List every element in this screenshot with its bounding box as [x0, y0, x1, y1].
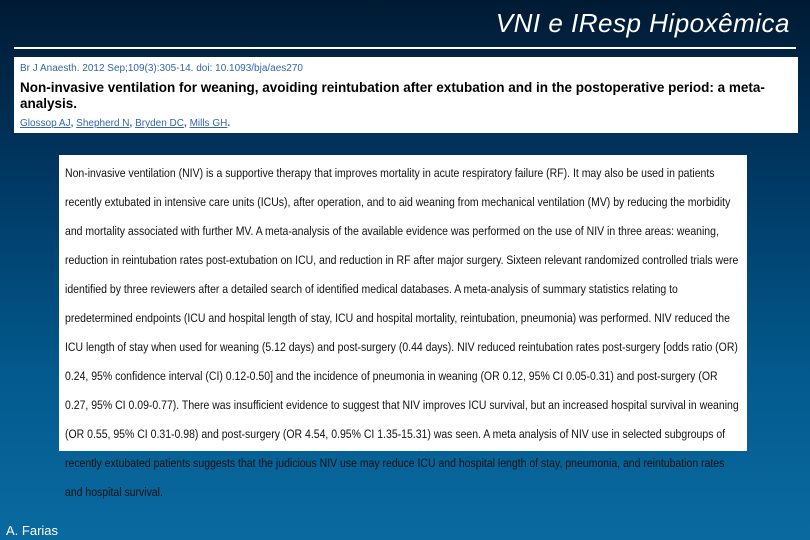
author-link[interactable]: Shepherd N	[76, 118, 130, 129]
journal-meta-text[interactable]: Br J Anaesth. 2012 Sep;109(3):305-14. doi: 10.1093/bja/aes270	[20, 63, 303, 74]
author-link[interactable]: Mills GH	[189, 118, 228, 129]
author-separator: .	[227, 118, 231, 129]
journal-citation[interactable]	[20, 63, 792, 74]
author-link[interactable]: Glossop AJ	[20, 118, 71, 129]
footer-author: A. Farias	[6, 523, 59, 538]
author-link[interactable]: Bryden DC	[135, 118, 184, 129]
reference-card	[14, 57, 798, 133]
author-separator: ,	[70, 118, 77, 129]
abstract-text: Non-invasive ventilation (NIV) is a supportive therapy that improves mortality in acute respiratory failure (RF). It may also be used in patients recently extubated in intensive care units (ICUs), after operation, and to aid weaning from mechanical ventilation (MV) by reducing the morbidity and mortality associated with further MV. A meta-analysis of the available evidence was performed on the use of NIV in three areas: weaning, reduction in reintubation rates post-extubation on ICU, and reduction in RF after major surgery. Sixteen relevant randomized controlled trials were identified by three reviewers after a detailed search of identified medical databases. A meta-analysis of summary statistics relating to predetermined endpoints (ICU and hospital length of stay, ICU and hospital mortality, reintubation, pneumonia) was performed. NIV reduced the ICU length of stay when used for weaning (5.12 days) and post-surgery (0.44 days). NIV reduced reintubation rates post-surgery [odds ratio (OR) 0.24, 95% confidence interval (CI) 0.12-0.50] and the incidence of pneumonia in weaning (OR 0.12, 95% CI 0.05-0.31) and post-surgery (OR 0.27, 95% CI 0.09-0.77). There was insufficient evidence to suggest that NIV improves ICU survival, but an increased hospital survival in weaning (OR 0.55, 95% CI 0.31-0.98) and post-surgery (OR 4.54, 0.95% CI 1.35-15.31) was seen. A meta analysis of NIV use in selected subgroups of recently extubated patients suggests that the judicious NIV use may reduce ICU and hospital length of stay, pneumonia, and reintubation rates and hospital survival.	[65, 166, 739, 499]
author-separator: ,	[184, 118, 190, 129]
slide-title: VNI e IResp Hipoxêmica	[495, 8, 790, 38]
author-separator: ,	[129, 118, 136, 129]
abstract-card	[59, 155, 747, 499]
article-title: Non-invasive ventilation for weaning, avoiding reintubation after extubation and in the postoperative period: a meta-analysis.	[20, 80, 765, 111]
author-list	[20, 118, 792, 129]
title-divider	[14, 47, 796, 49]
